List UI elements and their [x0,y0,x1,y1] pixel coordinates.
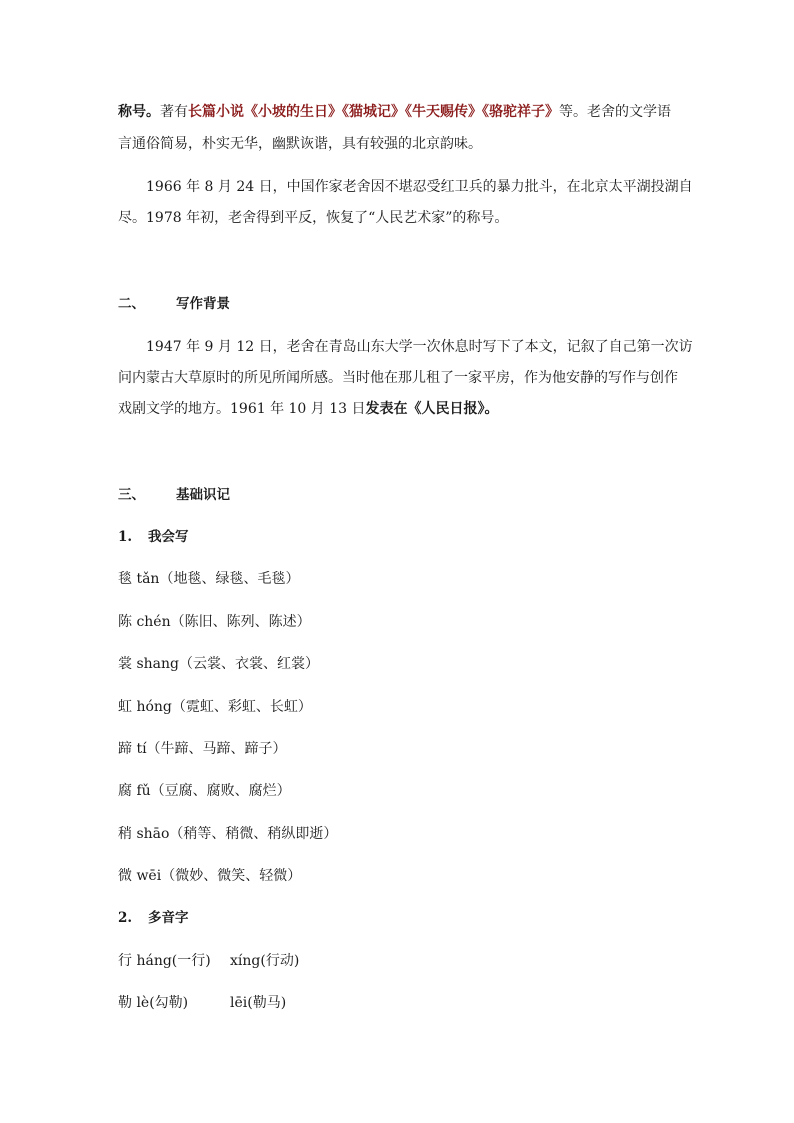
subheading-polyphonic [118,908,189,928]
subheading-writing [118,527,189,547]
intro-title-fragment: 称号。 [118,104,160,120]
word-item: 虹 hóng（霓虹、彩虹、长虹） [118,699,312,715]
subheading-number: 1. [118,529,133,545]
word-item: 裳 shang（云裳、衣裳、红裳） [118,656,319,672]
polyphonic-reading-a: 勒 lè(勾勒) [118,995,189,1011]
word-item: 腐 fǔ（豆腐、腐败、腐烂） [118,783,291,799]
intro-line-1 [118,102,671,122]
polyphonic-item [118,993,286,1013]
section-number: 三、 [118,487,145,503]
polyphonic-reading-b: lēi(勒马) [230,995,287,1011]
word-item: 蹄 tí（牛蹄、马蹄、蹄子） [118,741,287,757]
publication-note: 发表在《人民日报》。 [365,401,499,417]
polyphonic-reading-a: 行 háng(一行) [118,953,211,969]
polyphonic-item [118,951,299,971]
intro-line-4: 尽。1978 年初，老舍得到平反，恢复了“人民艺术家”的称号。 [118,210,509,226]
works-list: 长篇小说《小坡的生日》《猫城记》《牛天赐传》《骆驼祥子》 [188,104,559,120]
intro-line-1-end: 等。老舍的文学语 [559,104,671,120]
background-line-3-plain: 戏剧文学的地方。1961 年 10 月 13 日 [118,401,366,417]
section-heading-writing-background [118,294,230,314]
section-heading-basic-knowledge [118,485,230,505]
word-item: 稍 shāo（稍等、稍微、稍纵即逝） [118,826,338,842]
background-line-1: 1947 年 9 月 12 日，老舍在青岛山东大学一次休息时写下了本文，记叙了自己第一次访 [146,339,693,355]
subheading-number: 2. [118,910,133,926]
word-item: 陈 chén（陈旧、陈列、陈述） [118,614,311,630]
word-item: 毯 tǎn（地毯、绿毯、毛毯） [118,571,300,587]
section-number: 二、 [118,296,145,312]
polyphonic-reading-b: xíng(行动) [230,953,300,969]
intro-line-2: 言通俗简易，朴实无华，幽默诙谐，具有较强的北京韵味。 [118,136,482,152]
section-title: 写作背景 [176,296,230,312]
subheading-title: 多音字 [148,910,189,926]
section-title: 基础识记 [176,487,230,503]
word-item: 微 wēi（微妙、微笑、轻微） [118,868,302,884]
intro-have-text: 著有 [160,104,188,120]
intro-line-3: 1966 年 8 月 24 日，中国作家老舍因不堪忍受红卫兵的暴力批斗，在北京太平湖投湖自 [146,179,693,195]
background-line-3 [118,399,499,419]
background-line-2: 问内蒙古大草原时的所见所闻所感。当时他在那儿租了一家平房，作为他安静的写作与创作 [118,370,678,386]
subheading-title: 我会写 [148,529,189,545]
